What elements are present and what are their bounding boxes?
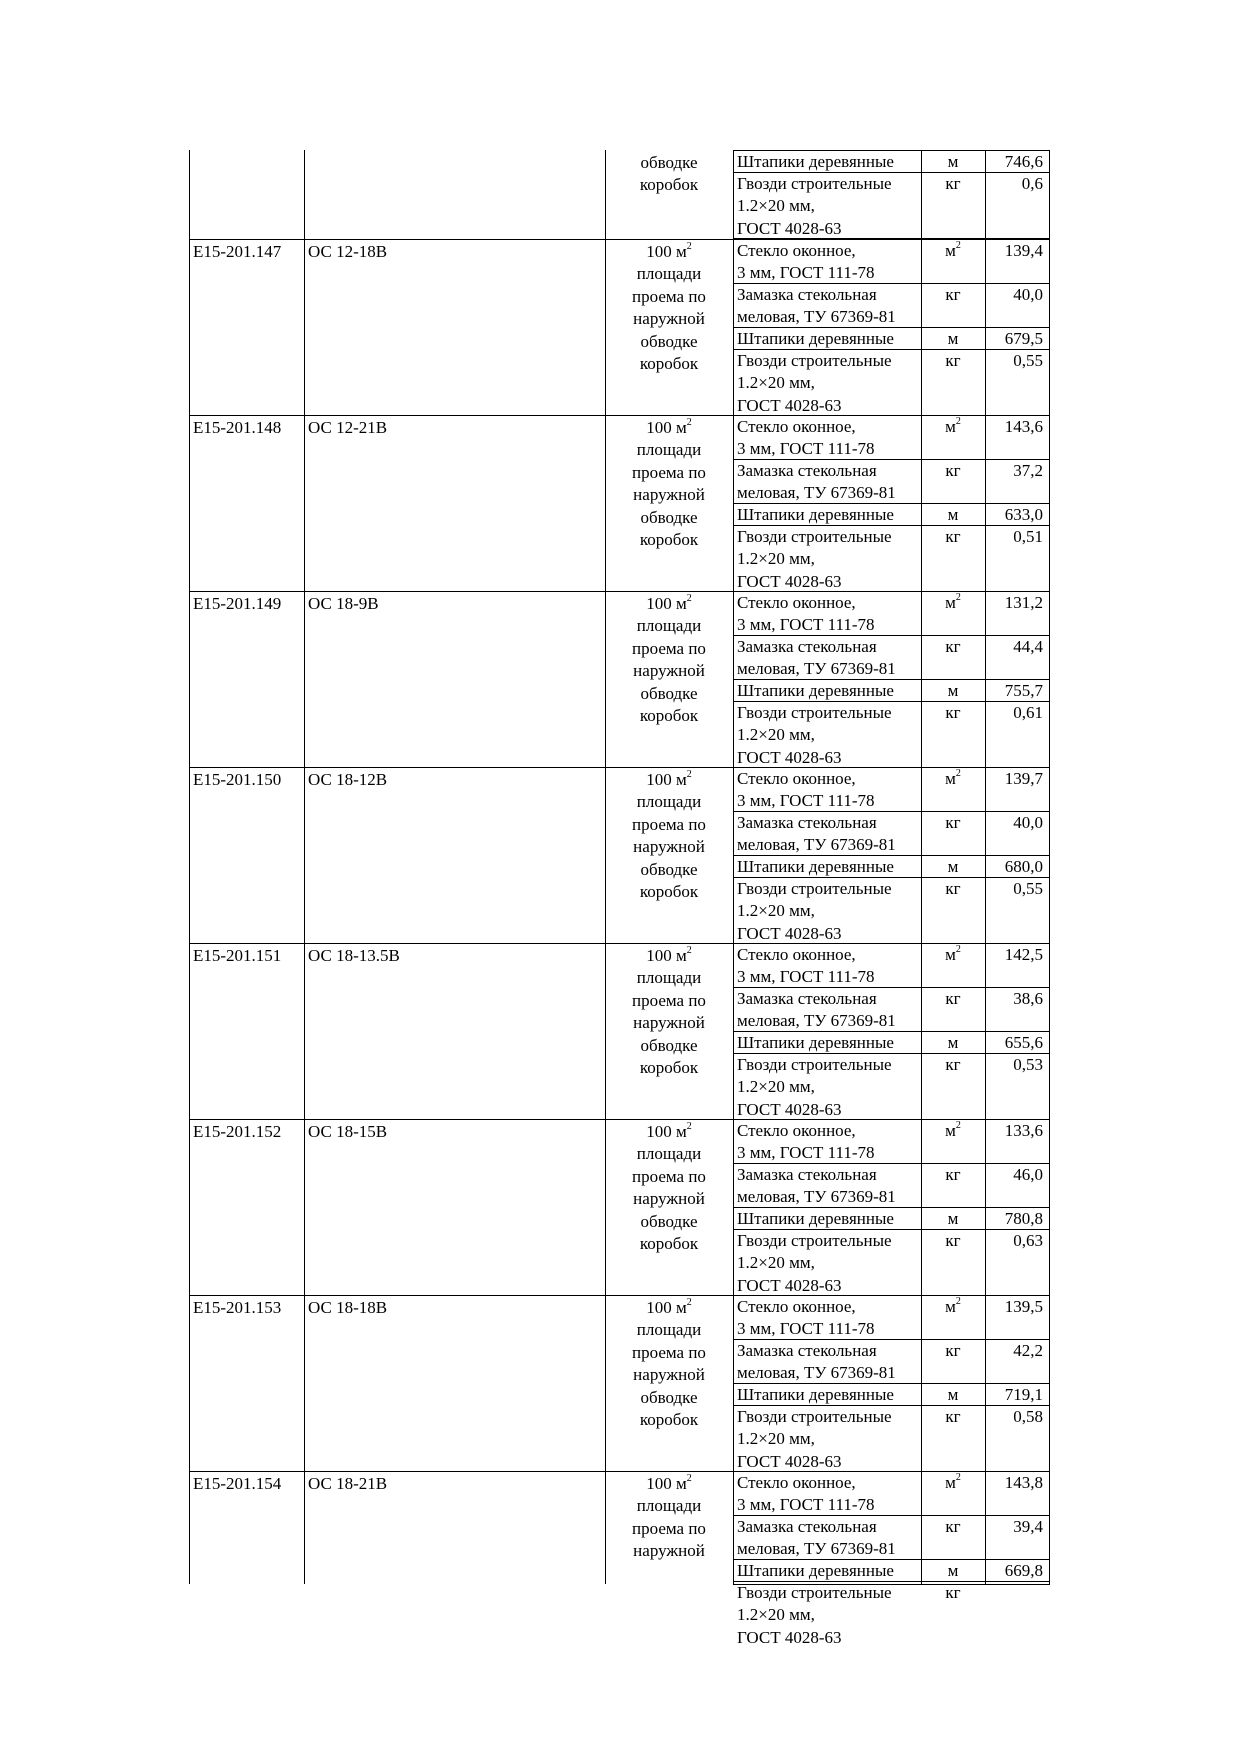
unit-cell-text: проема по [632,1518,706,1538]
unit-cell-text: наружной [633,837,705,857]
material-name: Штапики деревянные [737,1209,894,1228]
material-value: 719,1 [1004,1385,1043,1404]
material-value: 40,0 [1013,813,1043,832]
material-name: Штапики деревянные [737,1385,894,1404]
unit-cell-text: коробок [639,1410,699,1429]
unit-cell-text: 100 $м^2$ [646,593,692,613]
material-value: 0,58 [1013,1407,1043,1426]
unit-cell-text: коробок [639,354,699,373]
resource-code: Е15-201.153 [193,1298,282,1317]
material-value: 142,5 [1004,945,1043,964]
unit-cell-text: коробок [639,1234,699,1253]
material-name: Стекло оконное, 3 мм, ГОСТ 111-78 [737,945,875,987]
unit-cell-text: 100 $м^2$ [646,1473,692,1493]
material-name: Замазка стекольная меловая, ТУ 67369-81 [737,813,896,855]
resource-code: Е15-201.149 [193,594,282,613]
material-value: 0,53 [1013,1055,1043,1074]
material-unit: кг [945,879,961,898]
unit-cell-text: проема по [632,814,706,834]
superscript: 2 [686,593,692,605]
material-name: Замазка стекольная меловая, ТУ 67369-81 [737,637,896,679]
resource-code: Е15-201.150 [193,770,282,789]
material-value: 755,7 [1004,681,1043,700]
unit-cell-text: обводке [640,1211,698,1231]
material-name: Замазка стекольная меловая, ТУ 67369-81 [737,989,896,1031]
unit-cell-text: коробок [639,882,699,901]
unit-cell-text: наружной [633,485,705,505]
material-name: Стекло оконное, 3 мм, ГОСТ 111-78 [737,417,875,459]
structure-name: ОС 18-13.5В [308,946,400,965]
material-value: 655,6 [1004,1033,1043,1052]
material-unit: $м^2$ [945,944,961,964]
material-name: Штапики деревянные [737,1561,894,1580]
material-name: Штапики деревянные [737,1033,894,1052]
material-name: Штапики деревянные [737,681,894,700]
unit-cell-text: коробок [639,1058,699,1077]
material-unit: кг [945,1517,961,1536]
material-name: Замазка стекольная меловая, ТУ 67369-81 [737,1165,896,1207]
material-name: Гвозди строительные 1.2×20 мм, ГОСТ 4028-63 [737,174,892,238]
row-rule [189,943,733,944]
material-value: 40,0 [1013,285,1043,304]
unit-cell-text: 100 $м^2$ [646,241,692,261]
material-name: Замазка стекольная меловая, ТУ 67369-81 [737,1341,896,1383]
structure-name: ОС 18-21В [308,1474,388,1493]
material-unit: кг [945,813,961,832]
material-name: Гвозди строительные 1.2×20 мм, ГОСТ 4028-63 [737,703,892,767]
material-name: Гвозди строительные 1.2×20 мм, ГОСТ 4028-63 [737,879,892,943]
material-value: 0,61 [1013,703,1043,722]
column-rule [189,150,190,1584]
material-unit: м [947,1209,959,1228]
material-value: 0,55 [1013,351,1043,370]
material-unit: м [947,1385,959,1404]
unit-cell-text: 100 $м^2$ [646,1121,692,1141]
material-value: 0,55 [1013,879,1043,898]
material-unit: $м^2$ [945,1120,961,1140]
superscript: 2 [955,592,961,604]
material-value: 0,63 [1013,1231,1043,1250]
unit-cell-text: наружной [633,1189,705,1209]
material-value: 139,7 [1004,769,1043,788]
material-value: 42,2 [1013,1341,1043,1360]
row-rule [189,1295,733,1296]
material-value: 0,51 [1013,527,1043,546]
unit-cell-text: площади [636,968,702,988]
material-name: Замазка стекольная меловая, ТУ 67369-81 [737,461,896,503]
material-value: 133,6 [1004,1121,1043,1140]
material-value: 669,8 [1004,1561,1043,1580]
material-name: Гвозди строительные 1.2×20 мм, ГОСТ 4028-63 [737,351,892,415]
material-unit: кг [945,1055,961,1074]
material-value: 139,5 [1004,1297,1043,1316]
material-unit: кг [945,989,961,1008]
resource-code: Е15-201.151 [193,946,282,965]
material-name: Гвозди строительные 1.2×20 мм, ГОСТ 4028-63 [737,527,892,591]
material-name: Штапики деревянные [737,505,894,524]
material-name: Гвозди строительные 1.2×20 мм, ГОСТ 4028-63 [737,1055,892,1119]
superscript: 2 [955,1120,961,1132]
unit-cell-text: проема по [632,638,706,658]
material-unit: кг [945,461,961,480]
material-unit: кг [945,1231,961,1250]
material-value: 143,6 [1004,417,1043,436]
unit-cell-text: наружной [633,661,705,681]
unit-cell-text: обводке [640,1035,698,1055]
unit-cell-text: обводке [640,331,698,351]
row-rule [189,1119,733,1120]
resource-code: Е15-201.148 [193,418,282,437]
material-name: Стекло оконное, 3 мм, ГОСТ 111-78 [737,1297,875,1339]
material-name: Стекло оконное, 3 мм, ГОСТ 111-78 [737,593,875,635]
material-unit: кг [945,1341,961,1360]
material-value: 37,2 [1013,461,1043,480]
material-value: 46,0 [1013,1165,1043,1184]
row-rule [189,415,733,416]
material-unit: кг [945,1165,961,1184]
unit-cell-text: наружной [633,1365,705,1385]
unit-cell-text: наружной [633,1541,705,1561]
material-name: Гвозди строительные 1.2×20 мм, ГОСТ 4028-63 [737,1583,892,1647]
material-name: Стекло оконное, 3 мм, ГОСТ 111-78 [737,1473,875,1515]
material-unit: кг [945,174,961,193]
material-unit: м [947,681,959,700]
material-name: Штапики деревянные [737,329,894,348]
resource-code: Е15-201.152 [193,1122,282,1141]
unit-cell-text: площади [636,1144,702,1164]
material-value: 780,8 [1004,1209,1043,1228]
unit-cell-text: проема по [632,286,706,306]
material-unit: $м^2$ [945,416,961,436]
material-unit: м [947,505,959,524]
material-name: Замазка стекольная меловая, ТУ 67369-81 [737,285,896,327]
unit-cell-text: проема по [632,1166,706,1186]
material-value: 38,6 [1013,989,1043,1008]
row-rule [189,591,733,592]
superscript: 2 [955,1296,961,1308]
unit-cell-text: коробок [639,706,699,725]
material-unit: м [947,1033,959,1052]
material-value: 131,2 [1004,593,1043,612]
material-value: 139,4 [1004,241,1043,260]
unit-cell-text: проема по [632,990,706,1010]
material-value: 679,5 [1004,329,1043,348]
unit-cell-text: обводке [640,507,698,527]
material-name: Штапики деревянные [737,857,894,876]
unit-cell-text: коробок [639,175,699,195]
material-name: Замазка стекольная меловая, ТУ 67369-81 [737,1517,896,1559]
unit-cell-text: 100 $м^2$ [646,1297,692,1317]
material-unit: м [947,1561,959,1580]
material-unit: $м^2$ [945,768,961,788]
material-unit: кг [945,1583,961,1602]
material-name: Гвозди строительные 1.2×20 мм, ГОСТ 4028-63 [737,1231,892,1295]
material-unit: кг [945,1407,961,1426]
resource-code: Е15-201.147 [193,242,282,261]
material-name: Стекло оконное, 3 мм, ГОСТ 111-78 [737,241,875,283]
structure-name: ОС 18-9В [308,594,379,613]
unit-cell-text: обводке [640,859,698,879]
unit-cell-text: площади [636,616,702,636]
material-value: 746,6 [1004,152,1043,171]
superscript: 2 [686,769,692,781]
structure-name: ОС 18-15В [308,1122,388,1141]
superscript: 2 [686,945,692,957]
material-unit: м [947,857,959,876]
superscript: 2 [686,1297,692,1309]
superscript: 2 [955,1472,961,1484]
row-rule [189,767,733,768]
unit-cell-text: 100 $м^2$ [646,769,692,789]
unit-cell-text: 100 $м^2$ [646,417,692,437]
unit-cell-text: площади [636,1320,702,1340]
material-unit: кг [945,703,961,722]
structure-name: ОС 18-12В [308,770,388,789]
material-unit: кг [945,527,961,546]
superscript: 2 [955,768,961,780]
superscript: 2 [955,416,961,428]
column-rule [304,150,305,1584]
material-unit: $м^2$ [945,592,961,612]
structure-name: ОС 18-18В [308,1298,388,1317]
unit-cell-text: площади [636,792,702,812]
material-unit: $м^2$ [945,1296,961,1316]
unit-cell-text: коробок [639,530,699,549]
unit-cell-text: проема по [632,1342,706,1362]
unit-cell-text: обводке [640,153,698,172]
material-unit: $м^2$ [945,1472,961,1492]
material-name: Стекло оконное, 3 мм, ГОСТ 111-78 [737,769,875,811]
material-unit: кг [945,285,961,304]
row-rule [189,1471,733,1472]
unit-cell-text: площади [636,264,702,284]
superscript: 2 [686,1473,692,1485]
material-name: Штапики деревянные [737,152,894,171]
material-unit: кг [945,637,961,656]
superscript: 2 [686,1121,692,1133]
material-value: 39,4 [1013,1517,1043,1536]
unit-cell-text: площади [636,440,702,460]
superscript: 2 [955,240,961,252]
resource-code: Е15-201.154 [193,1474,282,1493]
unit-cell-text: наружной [633,309,705,329]
unit-cell-text: обводке [640,683,698,703]
value-cell [985,1581,1050,1585]
material-name: Гвозди строительные 1.2×20 мм, ГОСТ 4028-63 [737,1407,892,1471]
material-value: 680,0 [1004,857,1043,876]
unit-cell-text: 100 $м^2$ [646,945,692,965]
material-value: 143,8 [1004,1473,1043,1492]
material-value: 44,4 [1013,637,1043,656]
structure-name: ОС 12-18В [308,242,388,261]
superscript: 2 [955,944,961,956]
material-unit: м [947,329,959,348]
row-rule [189,239,733,240]
unit-cell-text: обводке [640,1387,698,1407]
unit-cell-text: наружной [633,1013,705,1033]
material-unit: м [947,152,959,171]
unit-cell-text: площади [636,1496,702,1516]
unit-cell-text: проема по [632,462,706,482]
material-unit: кг [945,351,961,370]
structure-name: ОС 12-21В [308,418,388,437]
superscript: 2 [686,417,692,429]
material-value: 0,6 [1021,174,1043,193]
material-name: Стекло оконное, 3 мм, ГОСТ 111-78 [737,1121,875,1163]
superscript: 2 [686,241,692,253]
material-unit: $м^2$ [945,240,961,260]
material-value: 633,0 [1004,505,1043,524]
